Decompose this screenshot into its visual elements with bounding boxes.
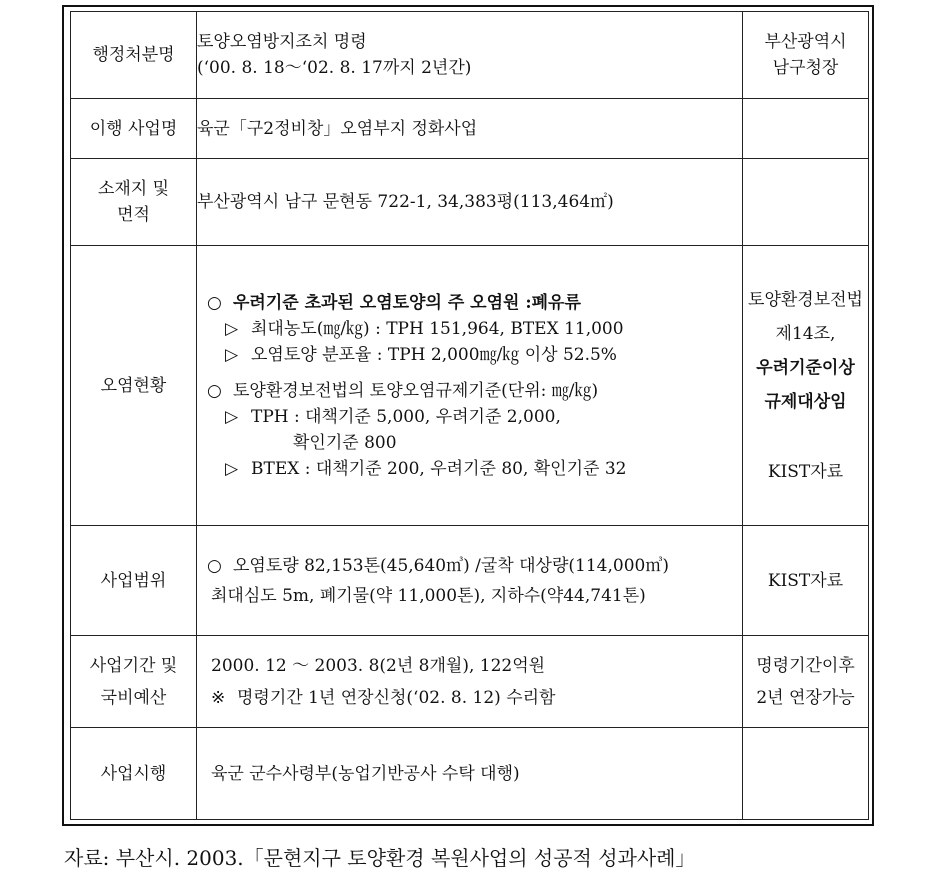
list-item: ▷ TPH : 대책기준 5,000, 우려기준 2,000,	[197, 404, 742, 430]
source-caption: 자료: 부산시. 2003.「문현지구 토양환경 복원사업의 성공적 성과사례」	[64, 846, 696, 870]
table-row	[71, 636, 869, 728]
list-item: ○ 토양환경보전법의 토양오염규제기준(단위: ㎎/㎏)	[197, 378, 742, 404]
triangle-bullet-icon: ▷	[225, 318, 239, 339]
row-label-location: 소재지 및 면적	[71, 159, 197, 246]
row-content-location: 부산광역시 남구 문현동 722-1, 34,383평(113,464㎡)	[197, 159, 743, 246]
reference-mark-icon: ※	[211, 687, 226, 708]
row-note-disposition: 부산광역시 남구청장	[743, 12, 869, 99]
list-item: ○ 오염토량 82,153톤(45,640㎥) /굴착 대상량(114,000㎥)	[197, 551, 742, 581]
table-row	[71, 526, 869, 636]
list-item: 최대심도 5m, 폐기물(약 11,000톤), 지하수(약44,741톤)	[211, 585, 646, 606]
list-item: ※ 명령기간 1년 연장신청(‘02. 8. 12) 수리함	[197, 682, 742, 714]
table-row	[71, 159, 869, 246]
row-label-execution: 사업시행	[71, 728, 197, 820]
row-label-contamination: 오염현황	[71, 246, 197, 526]
row-note-scope: KIST자료	[743, 526, 869, 636]
row-note-contamination: 토양환경보전법 제14조, 우려기준이상 규제대상임 KIST자료	[743, 246, 869, 526]
table-row	[71, 246, 869, 526]
row-label-scope: 사업범위	[71, 526, 197, 636]
row-note-period-budget: 명령기간이후 2년 연장가능	[743, 636, 869, 728]
list-item: ○ 우려기준 초과된 오염토양의 주 오염원 :폐유류	[197, 290, 742, 316]
list-item: ▷ 오염토양 분포율 : TPH 2,000㎎/㎏ 이상 52.5%	[197, 342, 742, 368]
row-label-project-name: 이행 사업명	[71, 99, 197, 159]
row-content-project-name: 육군「구2정비창」오염부지 정화사업	[197, 99, 743, 159]
table-row	[71, 12, 869, 99]
circle-bullet-icon: ○	[207, 555, 222, 576]
triangle-bullet-icon: ▷	[225, 406, 239, 427]
list-item: 확인기준 800	[293, 432, 397, 453]
list-item: 2000. 12 ～ 2003. 8(2년 8개월), 122억원	[211, 655, 546, 676]
row-note-location	[743, 159, 869, 246]
row-label-period-budget: 사업기간 및 국비예산	[71, 636, 197, 728]
row-content-execution: 육군 군수사령부(농업기반공사 수탁 대행)	[197, 728, 743, 820]
row-note-execution	[743, 728, 869, 820]
table-row	[71, 728, 869, 820]
row-content-scope	[197, 526, 743, 636]
list-item: ▷ BTEX : 대책기준 200, 우려기준 80, 확인기준 32	[197, 456, 742, 482]
list-item: ▷ 최대농도(㎎/㎏) : TPH 151,964, BTEX 11,000	[197, 316, 742, 342]
row-content-period-budget	[197, 636, 743, 728]
row-content-contamination	[197, 246, 743, 526]
table-row	[71, 99, 869, 159]
row-note-project-name	[743, 99, 869, 159]
circle-bullet-icon: ○	[207, 380, 222, 401]
circle-bullet-icon: ○	[207, 292, 222, 313]
triangle-bullet-icon: ▷	[225, 344, 239, 365]
row-content-disposition: 토양오염방지조치 명령 (‘00. 8. 18～‘02. 8. 17까지 2년간)	[197, 12, 743, 99]
row-label-disposition: 행정처분명	[71, 12, 197, 99]
triangle-bullet-icon: ▷	[225, 458, 239, 479]
disposition-table	[70, 11, 869, 820]
